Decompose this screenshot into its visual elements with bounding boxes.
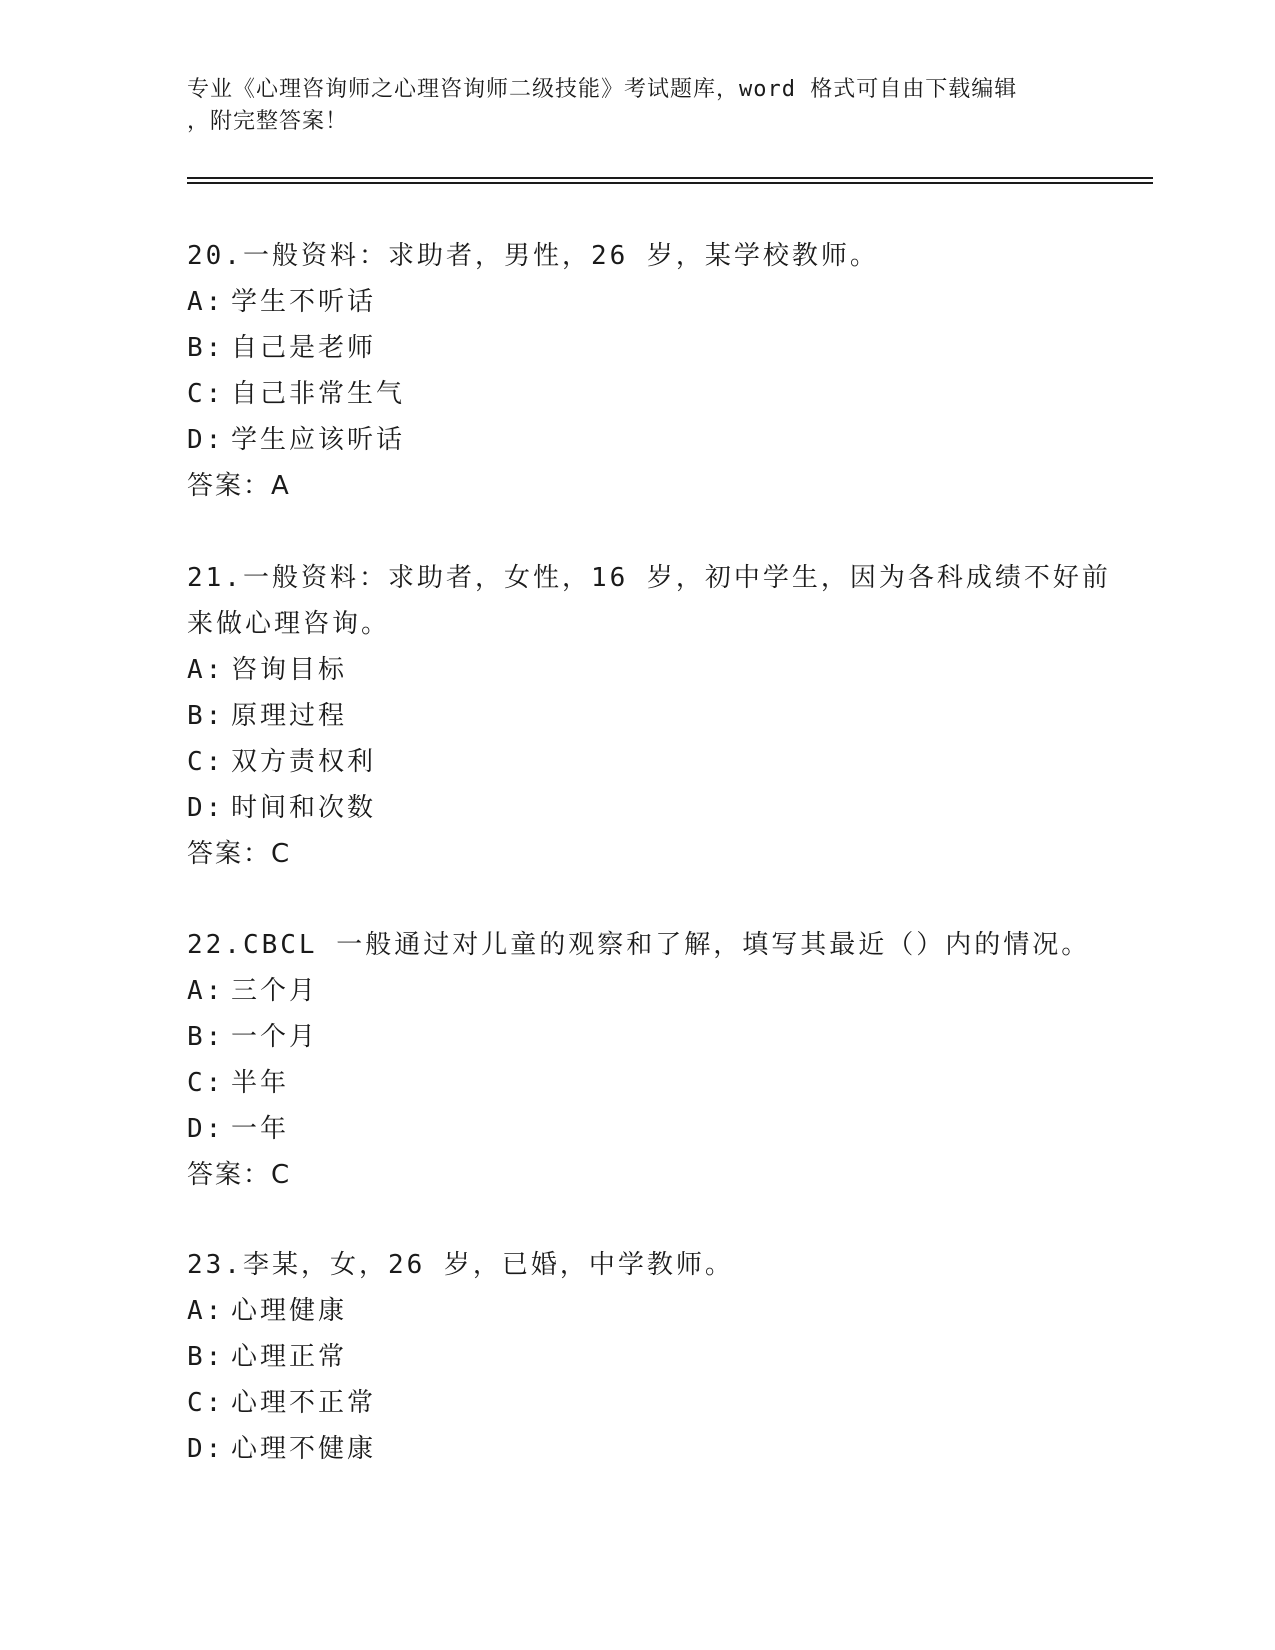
- question-stem: 22.CBCL 一般通过对儿童的观察和了解，填写其最近（）内的情况。: [187, 930, 1091, 960]
- option-letter: C:: [187, 379, 225, 409]
- answer-value: A: [271, 471, 291, 501]
- option-b: [187, 325, 1087, 371]
- option-text: 心理不健康: [231, 1434, 377, 1464]
- option-b: [187, 1014, 1087, 1060]
- question-stem-continuation: 来做心理咨询。: [187, 609, 391, 639]
- option-text: 自己非常生气: [231, 379, 406, 409]
- option-b: [187, 693, 1087, 739]
- option-letter: C:: [187, 1068, 225, 1098]
- option-text: 双方责权利: [231, 747, 377, 777]
- option-text: 一个月: [231, 1022, 319, 1052]
- header-line-2: ，附完整答案！: [187, 109, 349, 134]
- option-text: 心理正常: [231, 1342, 348, 1372]
- option-b: [187, 1334, 1087, 1380]
- option-letter: C:: [187, 747, 225, 777]
- option-letter: A:: [187, 1296, 225, 1326]
- option-text: 时间和次数: [231, 793, 377, 823]
- answer-line: [187, 1152, 1087, 1198]
- option-c: [187, 1380, 1087, 1426]
- option-text: 咨询目标: [231, 655, 348, 685]
- answer-value: C: [271, 1160, 292, 1190]
- question-stem: 20.一般资料：求助者，男性，26 岁，某学校教师。: [187, 241, 879, 271]
- answer-line: [187, 831, 1087, 877]
- question-20: [187, 233, 1087, 509]
- option-letter: A:: [187, 655, 225, 685]
- option-d: [187, 785, 1087, 831]
- header-divider-top: [187, 177, 1153, 179]
- option-letter: B:: [187, 1022, 225, 1052]
- option-text: 学生应该听话: [231, 425, 406, 455]
- option-letter: A:: [187, 976, 225, 1006]
- option-c: [187, 371, 1087, 417]
- option-letter: D:: [187, 425, 225, 455]
- option-text: 半年: [231, 1068, 290, 1098]
- option-letter: C:: [187, 1388, 225, 1418]
- question-23: [187, 1242, 1087, 1472]
- option-letter: B:: [187, 1342, 225, 1372]
- answer-label: 答案：: [187, 471, 272, 501]
- question-22: [187, 922, 1091, 1198]
- answer-label: 答案：: [187, 1160, 272, 1190]
- header-line-1: 专业《心理咨询师之心理咨询师二级技能》考试题库，word 格式可自由下载编辑: [187, 77, 1018, 102]
- option-letter: B:: [187, 701, 225, 731]
- question-stem: 21.一般资料：求助者，女性，16 岁，初中学生，因为各科成绩不好前: [187, 563, 1111, 593]
- answer-line: [187, 463, 1087, 509]
- option-text: 学生不听话: [231, 287, 377, 317]
- option-a: [187, 647, 1087, 693]
- question-stem: 23.李某，女，26 岁，已婚，中学教师。: [187, 1250, 734, 1280]
- option-text: 三个月: [231, 976, 319, 1006]
- option-d: [187, 1426, 1087, 1472]
- option-text: 心理不正常: [231, 1388, 377, 1418]
- option-c: [187, 1060, 1087, 1106]
- answer-label: 答案：: [187, 839, 272, 869]
- option-text: 自己是老师: [231, 333, 377, 363]
- question-21: [187, 555, 1111, 877]
- option-letter: D:: [187, 1114, 225, 1144]
- option-letter: D:: [187, 1434, 225, 1464]
- option-d: [187, 417, 1087, 463]
- option-letter: A:: [187, 287, 225, 317]
- option-a: [187, 968, 1087, 1014]
- option-text: 原理过程: [231, 701, 348, 731]
- option-text: 心理健康: [231, 1296, 348, 1326]
- header-divider-bottom: [187, 182, 1153, 184]
- option-letter: D:: [187, 793, 225, 823]
- answer-value: C: [271, 839, 292, 869]
- option-c: [187, 739, 1087, 785]
- option-a: [187, 1288, 1087, 1334]
- option-text: 一年: [231, 1114, 290, 1144]
- document-header: [187, 74, 1087, 138]
- option-d: [187, 1106, 1087, 1152]
- option-letter: B:: [187, 333, 225, 363]
- option-a: [187, 279, 1087, 325]
